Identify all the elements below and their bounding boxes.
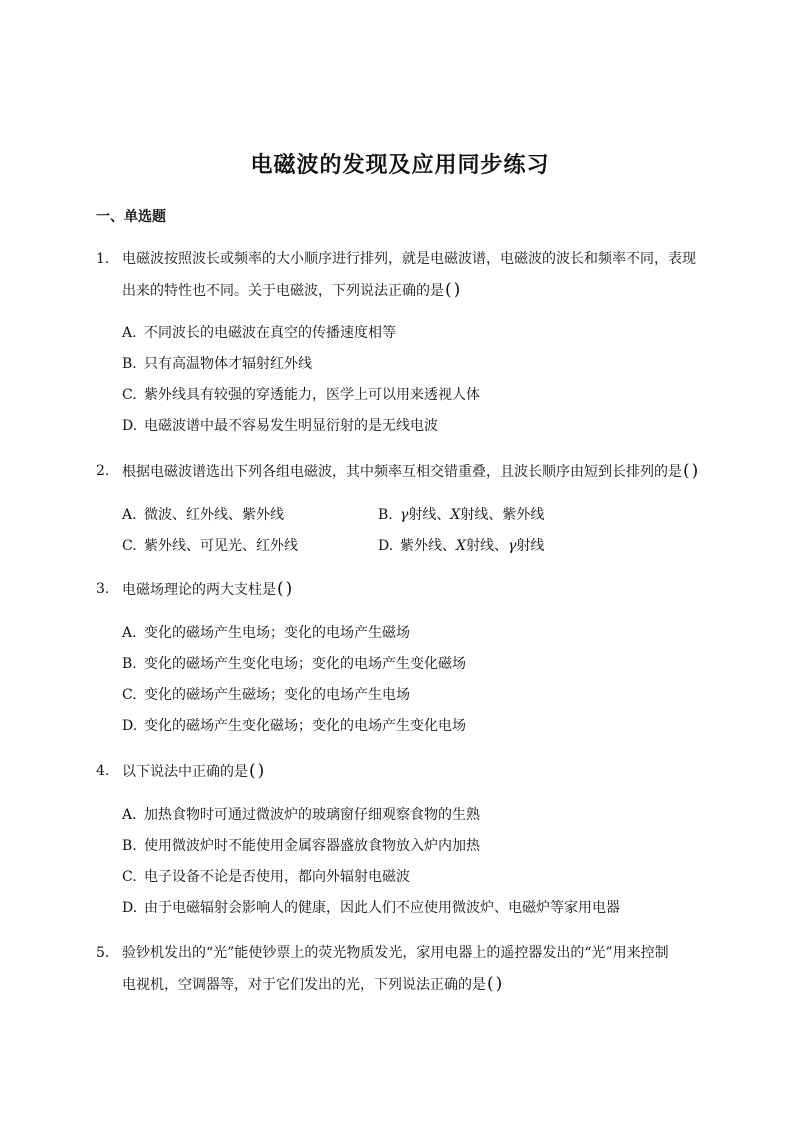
- option-a[interactable]: A. 不同波长的电磁波在真空的传播速度相等: [122, 325, 396, 341]
- question-text-line: 电磁波按照波长或频率的大小顺序进行排列，就是电磁波谱，电磁波的波长和频率不同，表现: [122, 251, 696, 267]
- question-number: 4.: [96, 763, 110, 779]
- answer-blank: (): [277, 579, 295, 599]
- answer-blank: (): [249, 761, 267, 781]
- option-a[interactable]: A. 加热食物时可通过微波炉的玻璃窗仔细观察食物的生熟: [122, 807, 480, 823]
- question-4: [96, 756, 706, 787]
- answer-blank: (): [683, 461, 701, 481]
- question-1: [96, 244, 706, 306]
- question-text-line: 电视机，空调器等，对于它们发出的光，下列说法正确的是: [122, 977, 486, 993]
- question-number: 2.: [96, 463, 110, 479]
- question-1-options: [122, 318, 480, 442]
- option-d[interactable]: D. 由于电磁辐射会影响人的健康，因此人们不应使用微波炉、电磁炉等家用电器: [122, 900, 620, 916]
- question-5: [96, 938, 706, 1000]
- document-title: 电磁波的发现及应用同步练习: [250, 153, 550, 178]
- option-c[interactable]: C. 紫外线、可见光、红外线: [122, 538, 298, 554]
- question-number: 3.: [96, 581, 110, 597]
- question-text-line: 电磁场理论的两大支柱是: [122, 582, 276, 598]
- answer-blank: (): [487, 974, 505, 994]
- question-2: [96, 456, 706, 487]
- option-c[interactable]: C. 紫外线具有较强的穿透能力，医学上可以用来透视人体: [122, 387, 480, 403]
- section-heading: 一、单选题: [96, 209, 166, 225]
- option-a[interactable]: A. 变化的磁场产生电场；变化的电场产生磁场: [122, 625, 410, 641]
- question-2-options: [122, 500, 682, 562]
- question-text-line: 出来的特性也不同。关于电磁波，下列说法正确的是: [122, 283, 444, 299]
- option-d[interactable]: D. 变化的磁场产生变化磁场；变化的电场产生变化电场: [122, 718, 466, 734]
- answer-blank: (): [445, 280, 463, 300]
- option-d[interactable]: D. 电磁波谱中最不容易发生明显衍射的是无线电波: [122, 418, 438, 434]
- option-d[interactable]: D. 紫外线、X射线、γ射线: [378, 538, 545, 554]
- question-4-options: [122, 800, 620, 924]
- question-text-line: 以下说法中正确的是: [122, 764, 248, 780]
- question-number: 1.: [96, 251, 110, 267]
- question-text-line: 根据电磁波谱选出下列各组电磁波，其中频率互相交错重叠，且波长顺序由短到长排列的是: [122, 464, 682, 480]
- option-c[interactable]: C. 电子设备不论是否使用，都向外辐射电磁波: [122, 869, 410, 885]
- option-a[interactable]: A. 微波、红外线、紫外线: [122, 507, 284, 523]
- question-number: 5.: [96, 945, 110, 961]
- question-text-line: 验钞机发出的“光”能使钞票上的荧光物质发光，家用电器上的遥控器发出的“光”用来控制: [122, 945, 669, 961]
- option-b[interactable]: B. γ射线、X射线、紫外线: [378, 507, 545, 523]
- option-c[interactable]: C. 变化的磁场产生磁场；变化的电场产生电场: [122, 687, 410, 703]
- question-3-options: [122, 618, 466, 742]
- option-b[interactable]: B. 变化的磁场产生变化电场；变化的电场产生变化磁场: [122, 656, 466, 672]
- question-3: [96, 574, 706, 605]
- option-b[interactable]: B. 只有高温物体才辐射红外线: [122, 356, 312, 372]
- option-b[interactable]: B. 使用微波炉时不能使用金属容器盛放食物放入炉内加热: [122, 838, 480, 854]
